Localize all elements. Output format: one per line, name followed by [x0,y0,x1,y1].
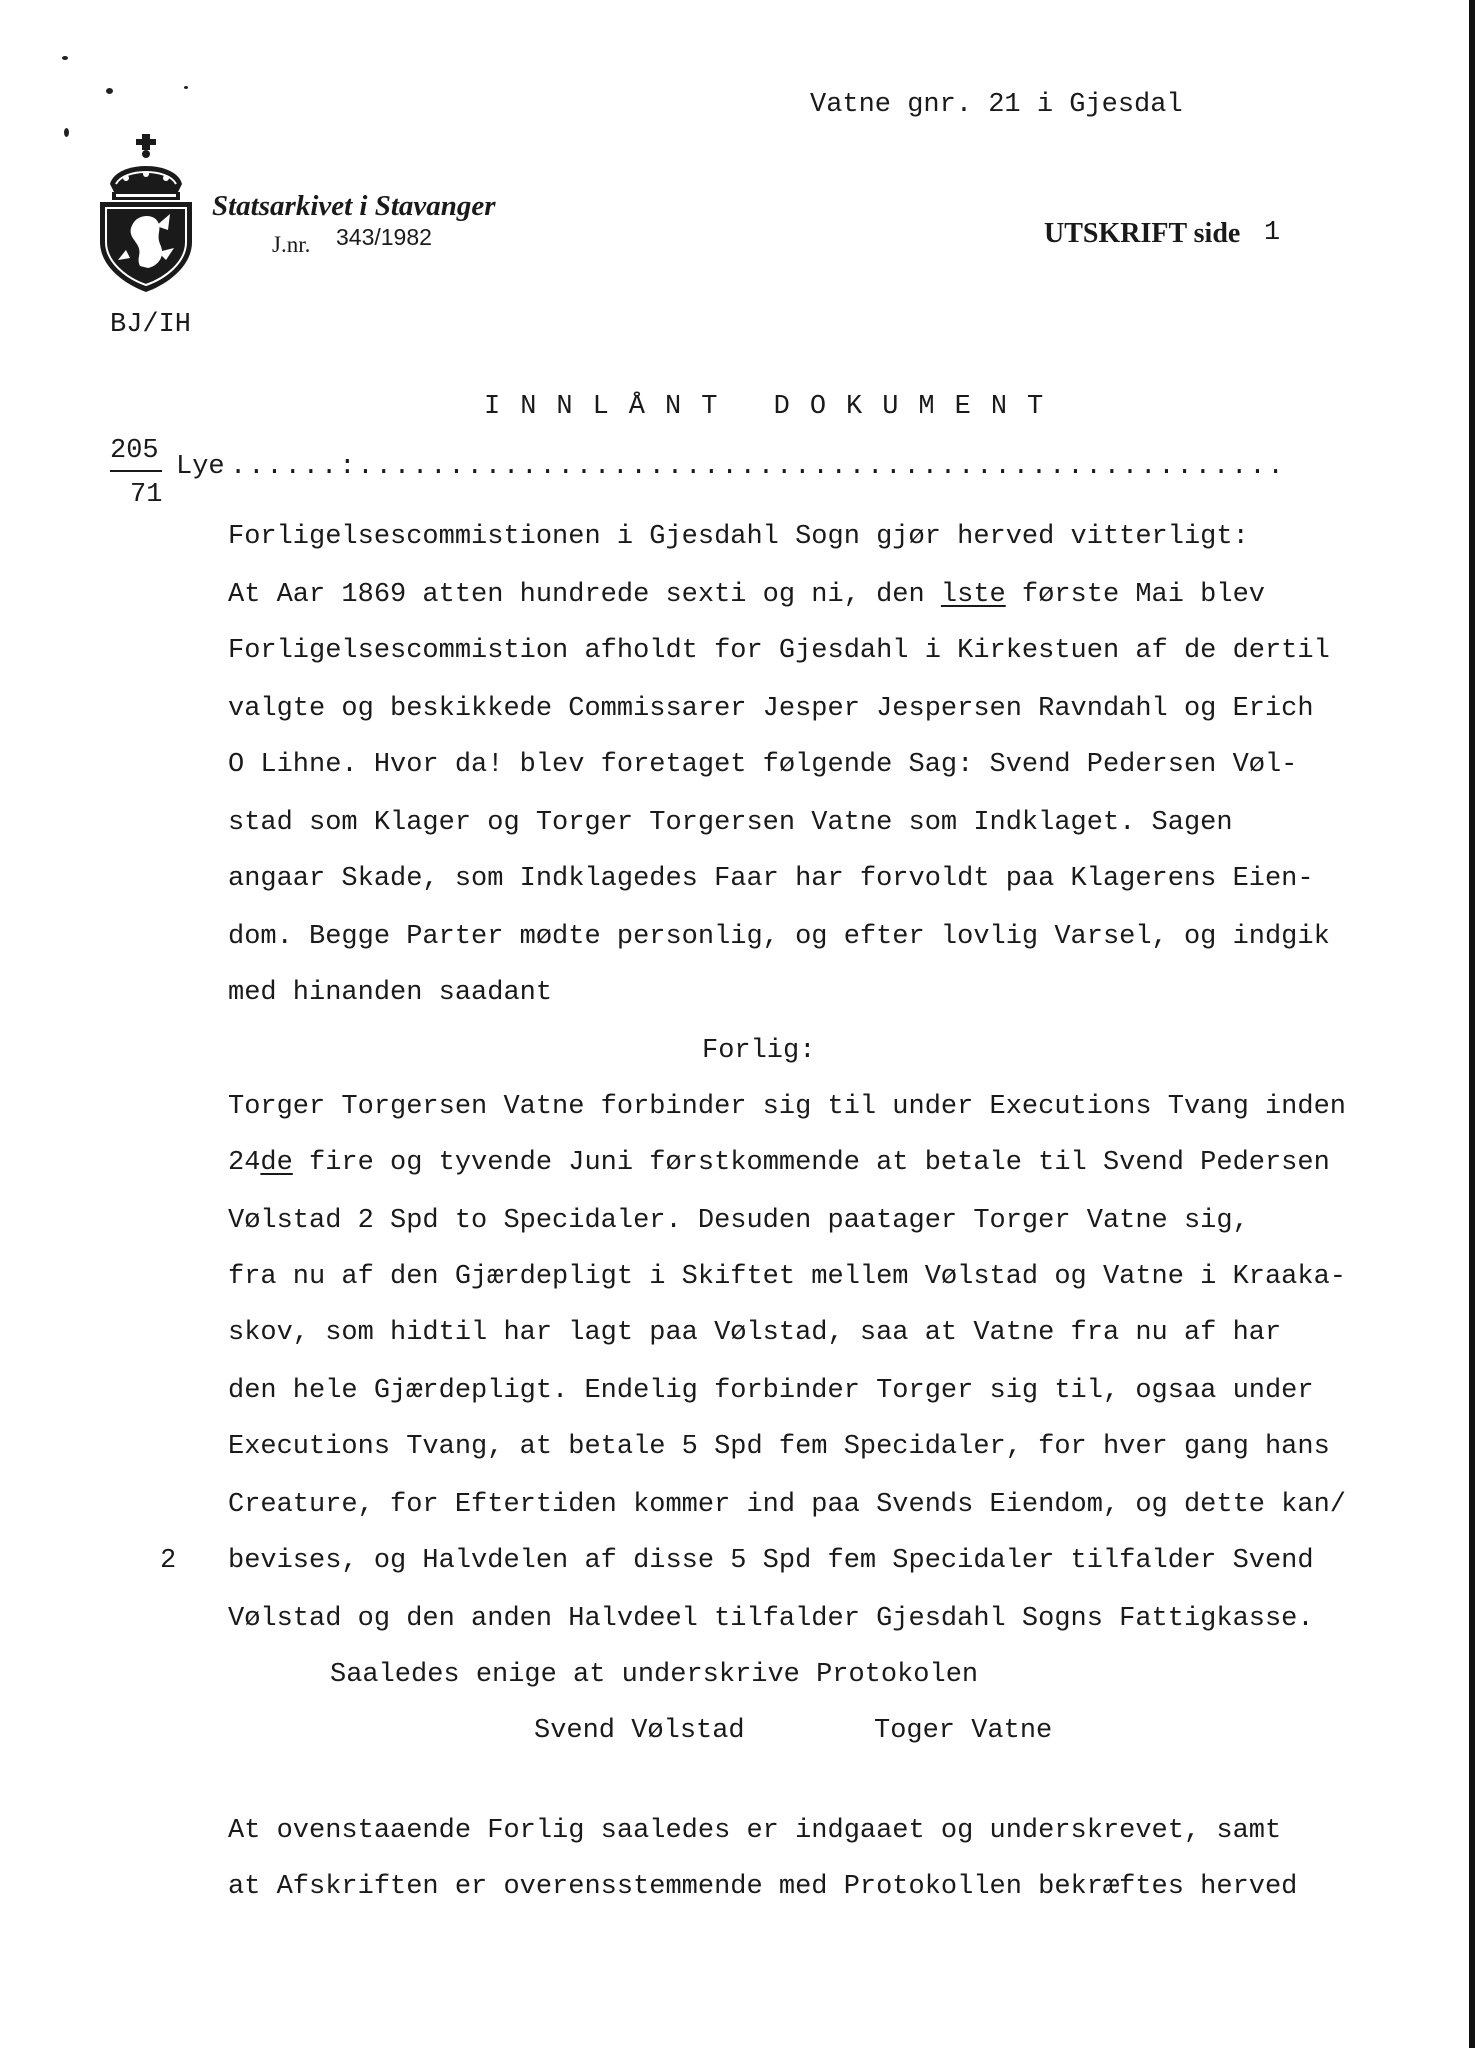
body-line: fra nu af den Gjærdepligt i Skiftet mellem Vølstad og Vatne i Kraaka- [228,1262,1346,1292]
body-line: Saaledes enige at underskrive Protokolen [330,1660,979,1690]
utskrift-label: UTSKRIFT side [1044,218,1241,249]
body-line: Forligelsescommistionen i Gjesdahl Sogn gjør herved vitterligt: [228,522,1249,552]
body-line: med hinanden saadant [228,978,553,1008]
reference-name: Lye [176,452,225,482]
utskrift-page-number: 1 [1264,218,1281,248]
journal-number-label: J.nr. [272,232,311,257]
body-line: at Afskriften er overensstemmende med Protokollen bekræftes herved [228,1872,1298,1902]
coat-of-arms-icon [96,134,196,294]
signature-toger: Toger Vatne [874,1716,1053,1746]
body-line: angaar Skade, som Indklagedes Faar har forvoldt paa Klagerens Eien- [228,864,1314,894]
body-line: Vølstad og den anden Halvdeel tilfalder Gjesdahl Sogns Fattigkasse. [228,1604,1314,1634]
body-line: At Aar 1869 atten hundrede sexti og ni, den lste første Mai blev [228,580,1265,610]
section-heading-forlig: Forlig: [702,1036,816,1066]
body-line: skov, som hidtil har lagt paa Vølstad, saa at Vatne fra nu af har [228,1318,1282,1348]
body-line: Torger Torgersen Vatne forbinder sig til under Executions Tvang inden [228,1092,1346,1122]
body-line: bevises, og Halvdelen af disse 5 Spd fem Specidaler tilfalder Svend [228,1546,1314,1576]
scan-speck [62,56,68,60]
body-line: Vølstad 2 Spd to Specidaler. Desuden paatager Torger Vatne sig, [228,1206,1249,1236]
scan-edge [1469,0,1475,2048]
location-line: Vatne gnr. 21 i Gjesdal [810,90,1183,120]
archive-name: Statsarkivet i Stavanger [212,190,496,222]
body-line: 24de fire og tyvende Juni førstkommende at betale til Svend Pedersen [228,1148,1330,1178]
reference-numerator: 205 [110,436,159,466]
body-line: den hele Gjærdepligt. Endelig forbinder Torger sig til, ogsaa under [228,1376,1314,1406]
initials: BJ/IH [110,310,192,340]
signature-svend: Svend Vølstad [534,1716,745,1746]
body-line: Forligelsescommistion afholdt for Gjesdahl i Kirkestuen af de dertil [228,636,1330,666]
fraction-bar [110,470,162,472]
document-heading: INNLÅNT DOKUMENT [484,392,1064,422]
body-line: Creature, for Eftertiden kommer ind paa Svends Eiendom, og dette kan/ [228,1490,1346,1520]
dotted-fill-line: ......:................................................... [230,452,1286,482]
body-line: valgte og beskikkede Commissarer Jesper Jespersen Ravndahl og Erich [228,694,1314,724]
body-line: At ovenstaaende Forlig saaledes er indgaaet og underskrevet, samt [228,1816,1282,1846]
reference-denominator: 71 [130,480,163,510]
journal-number-value: 343/1982 [336,224,432,250]
scan-speck [64,128,69,137]
margin-number: 2 [160,1546,177,1576]
scan-speck [184,86,188,89]
body-line: O Lihne. Hvor da! blev foretaget følgende Sag: Svend Pedersen Vøl- [228,750,1298,780]
body-line: stad som Klager og Torger Torgersen Vatne som Indklaget. Sagen [228,808,1233,838]
scan-speck [106,88,113,94]
body-line: dom. Begge Parter mødte personlig, og efter lovlig Varsel, og indgik [228,922,1330,952]
body-line: Executions Tvang, at betale 5 Spd fem Specidaler, for hver gang hans [228,1432,1330,1462]
